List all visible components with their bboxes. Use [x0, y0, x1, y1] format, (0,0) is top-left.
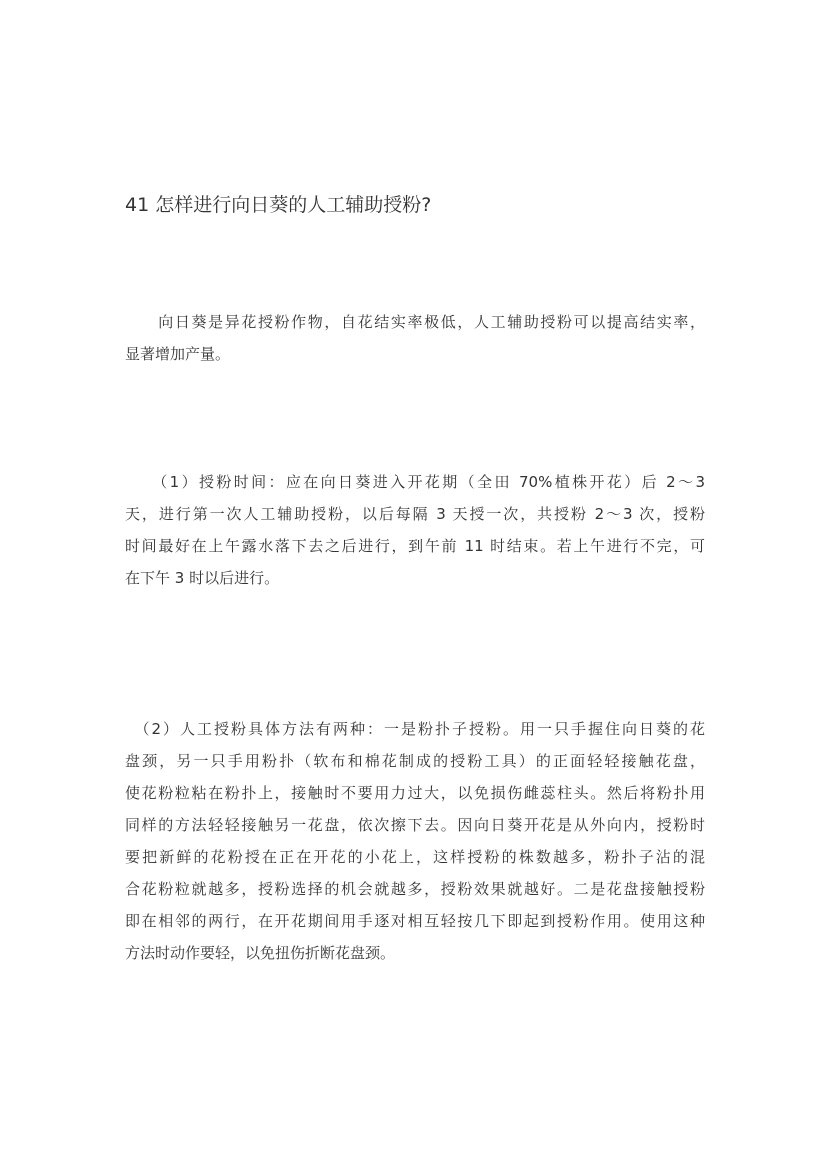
paragraph-line: 合花粉粒就越多，授粉选择的机会就越多，授粉效果就越好。二是花盘接触授粉 [125, 880, 705, 898]
paragraph-line: 显著增加产量。 [125, 345, 231, 363]
paragraph-line: 盘颈，另一只手用粉扑（软布和棉花制成的授粉工具）的正面轻轻接触花盘， [125, 752, 705, 770]
paragraph-line: （2）人工授粉具体方法有两种：一是粉扑子授粉。用一只手握住向日葵的花 [125, 720, 705, 738]
paragraph-pollination-methods [125, 713, 705, 969]
question-title: 41 怎样进行向日葵的人工辅助授粉? [125, 194, 432, 216]
paragraph-line: 方法时动作要轻，以免扭伤折断花盘颈。 [125, 944, 396, 962]
paragraph-pollination-time [125, 466, 705, 594]
paragraph-line: 同样的方法轻轻接触另一花盘，依次擦下去。因向日葵开花是从外向内，授粉时 [125, 816, 705, 834]
paragraph-line: 时间最好在上午露水落下去之后进行，到午前 11 时结束。若上午进行不完，可 [125, 537, 705, 555]
paragraph-line: 在下午 3 时以后进行。 [125, 569, 280, 587]
paragraph-line: 即在相邻的两行，在开花期间用手逐对相互轻按几下即起到授粉作用。使用这种 [125, 912, 705, 930]
paragraph-line: 要把新鲜的花粉授在正在开花的小花上，这样授粉的株数越多，粉扑子沾的混 [125, 848, 705, 866]
paragraph-line: 使花粉粒粘在粉扑上，接触时不要用力过大，以免损伤雌蕊柱头。然后将粉扑用 [125, 784, 705, 802]
paragraph-line: 天，进行第一次人工辅助授粉，以后每隔 3 天授一次，共授粉 2～3 次，授粉 [125, 505, 705, 523]
paragraph-intro [125, 306, 705, 370]
paragraph-line: 向日葵是异花授粉作物，自花结实率极低，人工辅助授粉可以提高结实率， [125, 313, 705, 331]
paragraph-line: （1）授粉时间：应在向日葵进入开花期（全田 70%植株开花）后 2～3 [125, 473, 705, 491]
